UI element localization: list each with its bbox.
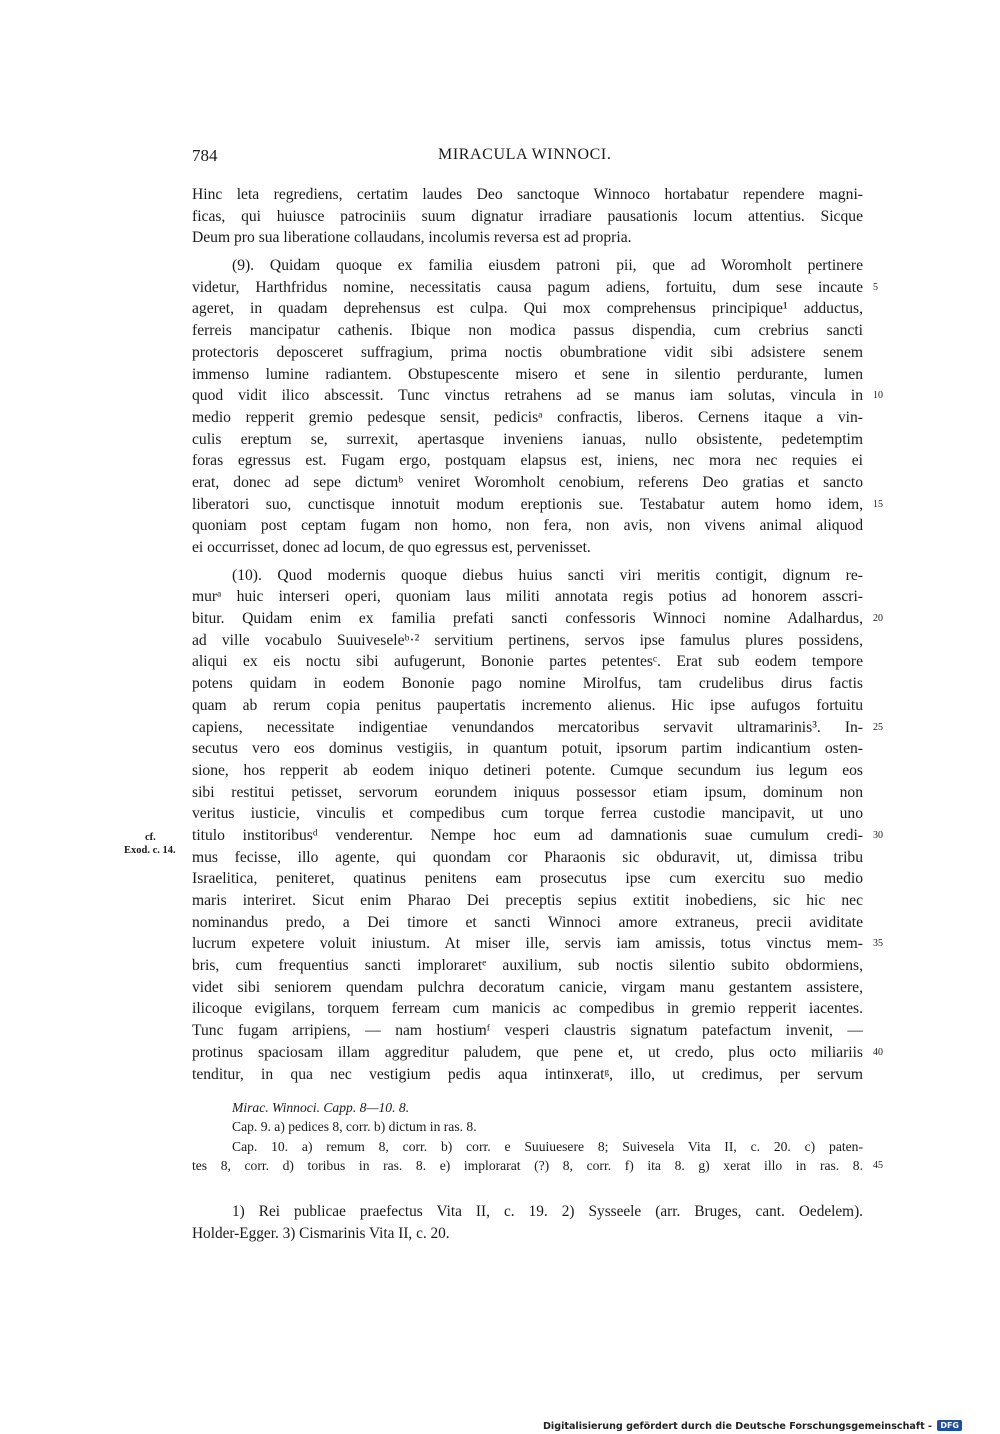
apparatus-line: Cap. 10. a) remum 8, corr. b) corr. e Suuiuesere 8; Suivesela Vita II, c. 20. c) paten-	[232, 1138, 863, 1154]
apparatus-line: Mirac. Winnoci. Capp. 8—10. 8.	[232, 1100, 410, 1115]
text-line: bitur. Quidam enim ex familia prefati sancti confessoris Winnoci nomine Adalhardus, 20	[192, 608, 863, 630]
text-line: immenso lumine radiantem. Obstupescente misero et sene in silentio perdurante, lumen	[192, 365, 863, 383]
text-line: quoniam post ceptam fugam non homo, non fera, non avis, non vivens animal aliquod	[192, 517, 863, 535]
text-line: culis ereptum se, surrexit, apertasque inveniens ianuas, nullo obsistente, pedetemptim	[192, 430, 863, 448]
footnote-line: 1) Rei publicae praefectus Vita II, c. 19. 2) Sysseele (arr. Bruges, cant. Oedelem).	[232, 1203, 863, 1220]
line-number: 40	[873, 1046, 883, 1058]
text-line: secutus vero eos dominus vestigiis, in quantum potuit, ipsorum partim indicantium osten-	[192, 740, 863, 758]
text-line: bris, cum frequentius sancti imploraretᵉ auxilium, sub noctis silentio subito obdormiens,	[192, 957, 863, 975]
line-number: 45	[873, 1160, 883, 1172]
text-line: Israelitica, peniteret, quatinus penitens eam prosecutus ipse cum exercitu suo medio	[192, 870, 863, 888]
text-line: sibi restitui petisset, servorum eorundem iniquus possessor etiam ipsum, dominum non	[192, 783, 863, 801]
line-number: 25	[873, 721, 883, 733]
text-line: protinus spaciosam illam aggreditur paludem, que pene et, ut credo, plus octo miliariis 40	[192, 1042, 863, 1064]
text-line: murᵃ huic interseri operi, quoniam laus militi annotata regis potius ad honorem asscri-	[192, 588, 863, 606]
text-line: capiens, necessitate indigentiae venundandos mercatoribus servavit ultramarinis³. In- 25	[192, 717, 863, 739]
text-line: quam ab rerum copia penitus paupertatis incremento alienus. Hic ipse aufugos fortuitu	[192, 696, 863, 714]
text-line: medio repperit gremio pedesque sensit, pedicisᵃ confractis, liberos. Cernens itaque a vin-	[192, 408, 863, 426]
dfg-logo-icon: DFG	[937, 1420, 962, 1431]
line-number: 20	[873, 613, 883, 625]
text-line: Deum pro sua liberatione collaudans, incolumis reversa est ad propria.	[192, 229, 632, 247]
critical-apparatus	[192, 1098, 883, 1176]
main-text	[192, 184, 883, 1085]
text-line: potens quidam in eodem Bononie pago nomine Mirolfus, tam crudelibus dirus factis	[192, 675, 863, 693]
line-number: 10	[873, 390, 883, 402]
text-line: erat, donec ad sepe dictumᵇ veniret Woromholt cenobium, referens Deo gratias et sancto	[192, 473, 863, 491]
credit-text: Digitalisierung gefördert durch die Deutsche Forschungsgemeinschaft -	[542, 1421, 932, 1432]
apparatus-line: tes 8, corr. d) toribus in ras. 8. e) implorarat (?) 8, corr. f) ita 8. g) xerat illo in ras. 8. 45	[192, 1156, 863, 1175]
text-line: ficas, qui huiusce patrociniis suum dignatur irradiare pausationis locum attentius. Sicque	[192, 207, 863, 225]
text-line: tenditur, in qua nec vestigium pedis aqua intinxeratᵍ, illo, ut credimus, per servum	[192, 1065, 863, 1083]
text-line: maris interiret. Sicut enim Pharao Dei preceptis sepius extitit inobediens, sic hic nec	[192, 892, 863, 909]
text-line: protectoris deposceret suffragium, prima noctis obumbratione vidit sibi adsistere senem	[192, 343, 863, 361]
text-line: (9). Quidam quoque ex familia eiusdem patroni pii, que ad Woromholt pertinere	[232, 257, 863, 275]
running-title: MIRACULA WINNOCI.	[438, 146, 612, 163]
digitization-credit	[543, 1420, 962, 1432]
text-line: quod vidit ilico abscessit. Tunc vinctus retrahens ad se manus iam solutas, vincula in 10	[192, 385, 863, 407]
text-line: veritus iusticie, vinculis et compedibus cum torque ferrea custodie mancipavit, ut uno	[192, 805, 863, 823]
text-line: sione, hos repperit ab eodem iniquo detineri potente. Cumque secundum ius legum eos	[192, 761, 863, 779]
text-line: liberatori suo, cunctisque innotuit modum ereptionis sue. Testabatur autem homo idem, 15	[192, 494, 863, 516]
text-line: ei occurrisset, donec ad locum, de quo egressus est, pervenisset.	[192, 539, 591, 556]
footnotes	[192, 1201, 863, 1245]
text-line: ferreis mancipatur cathenis. Ibique non modica passus dispendia, cum crebrius sancti	[192, 322, 863, 340]
text-line: aliqui ex eis noctu sibi aufugerunt, Bononie partes petentesᶜ. Erat sub eodem tempore	[192, 653, 863, 671]
text-line: Hinc leta regrediens, certatim laudes Deo sanctoque Winnoco hortabatur rependere magni-	[192, 186, 863, 203]
text-line: lucrum expetere voluit iniustum. At miser ille, servis iam amissis, totus vinctus mem- 35	[192, 933, 863, 955]
marginal-reference: cf.	[145, 832, 156, 843]
line-number: 30	[873, 829, 883, 841]
line-number: 35	[873, 938, 883, 950]
text-line: ilicoque evigilans, torquem ferream cum manicis ac compedibus in gremio repperit iacentes.	[192, 1000, 863, 1018]
text-line: mus fecisse, illo agente, qui quondam cor Pharaonis sic obduravit, ut, dimissa tribu	[192, 848, 863, 866]
text-line: videtur, Harthfridus nomine, necessitatis causa pagum adiens, fortuitu, dum sese incaute 5	[192, 277, 863, 299]
text-line: foras egressus est. Fugam ergo, postquam elapsus est, iniens, nec mora nec requies ei	[192, 452, 863, 470]
text-line: (10). Quod modernis quoque diebus huius sancti viri meritis contigit, dignum re-	[232, 566, 863, 584]
text-line: Tunc fugam arripiens, — nam hostiumᶠ vesperi claustris signatum patefactum invenit, —	[192, 1022, 863, 1040]
footnote-line: Holder-Egger. 3) Cismarinis Vita II, c. 20.	[192, 1225, 450, 1242]
text-line: ad ville vocabulo Suuiveseleᵇ·² servitium pertinens, servos ipse famulus plures possidens,	[192, 631, 863, 649]
text-line: titulo institoribusᵈ venderentur. Nempe hoc eum ad damnationis suae cumulum credi- 30	[192, 825, 863, 847]
line-number: 15	[873, 498, 883, 510]
page-number: 784	[192, 146, 218, 165]
text-line: videt sibi seniorem quendam pulchra decoratum canicie, virgam manu gestantem assistere,	[192, 978, 863, 996]
apparatus-line: Cap. 9. a) pedices 8, corr. b) dictum in ras. 8.	[232, 1119, 477, 1135]
marginal-reference: Exod. c. 14.	[124, 845, 176, 856]
line-number: 5	[873, 281, 878, 293]
text-line: ageret, in quadam deprehensus est culpa. Qui mox comprehensus principique¹ adductus,	[192, 300, 863, 318]
text-line: nominandus predo, a Dei timore et sancti Winnoci amore extraneus, precii aviditate	[192, 913, 863, 931]
